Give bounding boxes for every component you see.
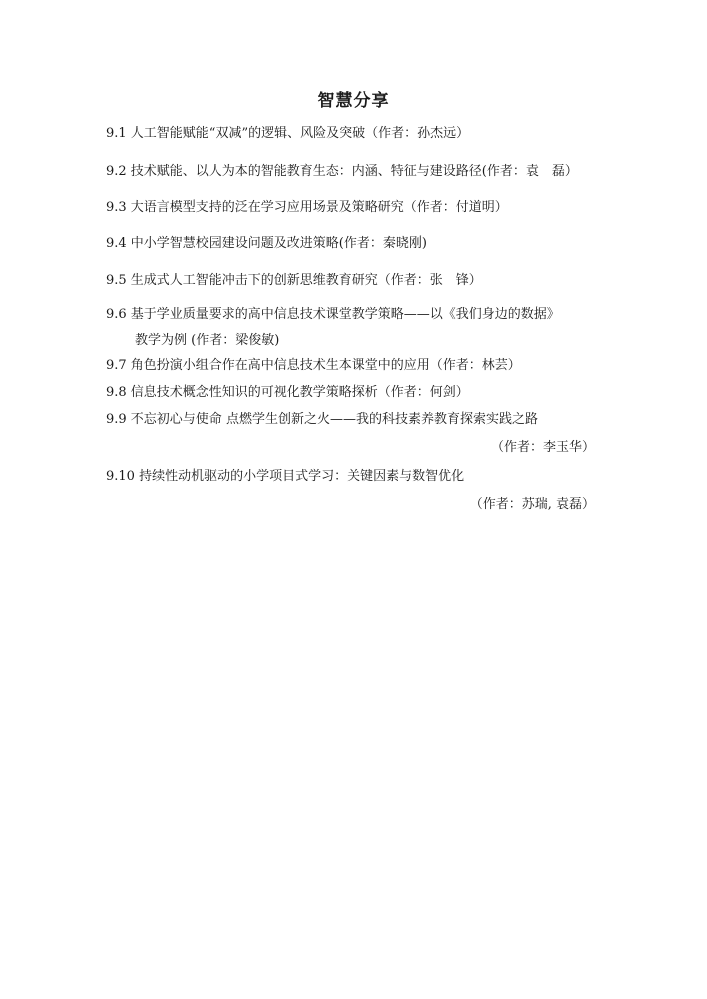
toc-entry-9-8: 9.8 信息技术概念性知识的可视化教学策略探析（作者：何剑） [106,385,469,400]
toc-entry-9-10: 9.10 持续性动机驱动的小学项目式学习：关键因素与数智优化 [106,469,465,484]
toc-entry-9-2: 9.2 技术赋能、以人为本的智能教育生态：内涵、特征与建设路径(作者：袁 磊） [106,164,578,179]
toc-entry-9-9: 9.9 不忘初心与使命 点燃学生创新之火——我的科技素养教育探索实践之路 [106,412,538,427]
toc-entry-9-3: 9.3 大语言模型支持的泛在学习应用场景及策略研究（作者：付道明） [106,200,508,215]
toc-entry-9-5: 9.5 生成式人工智能冲击下的创新思维教育研究（作者：张 锋） [106,273,482,288]
toc-entry-9-6-continuation: 教学为例 (作者：梁俊敏) [135,333,280,348]
toc-entry-9-9-author: （作者：李玉华） [490,440,595,455]
toc-entry-9-4: 9.4 中小学智慧校园建设问题及改进策略(作者：秦晓刚) [106,236,427,251]
toc-entry-9-1: 9.1 人工智能赋能“双减”的逻辑、风险及突破（作者：孙杰远） [106,126,470,141]
toc-entry-9-10-author: （作者：苏瑞, 袁磊） [469,497,595,512]
page-title: 智慧分享 [317,91,390,111]
toc-entry-9-7: 9.7 角色扮演小组合作在高中信息技术生本课堂中的应用（作者：林芸） [106,358,521,373]
toc-entry-9-6: 9.6 基于学业质量要求的高中信息技术课堂教学策略——以《我们身边的数据》 [106,307,560,322]
